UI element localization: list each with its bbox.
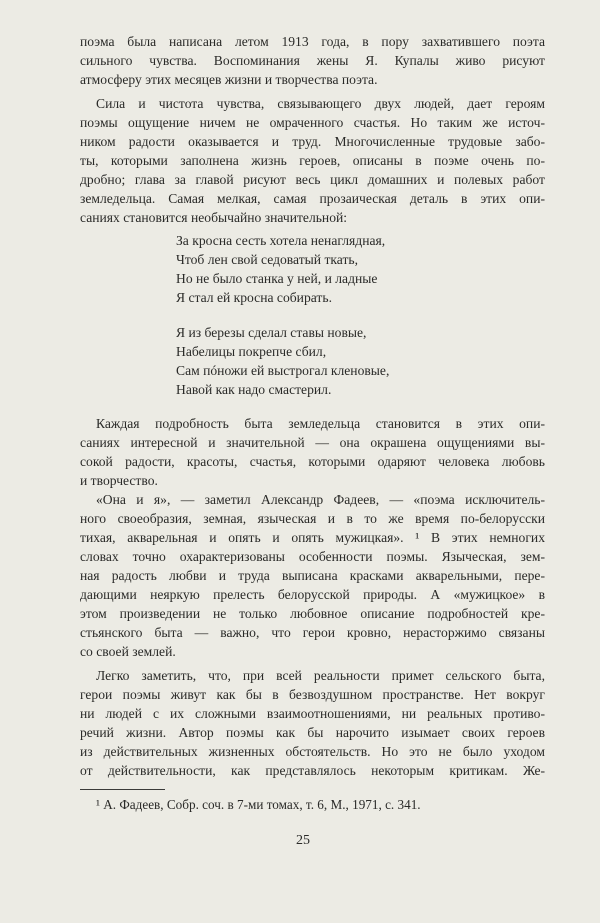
text-line: саниях интересной и значительной — она окрашена ощущениями вы-: [80, 435, 545, 450]
text-line: дающими неяркую прелесть белорусской природы. А «мужицкое» в: [80, 587, 545, 602]
text-line: сильного чувства. Воспоминания жены Я. Купалы живо рисуют: [80, 53, 545, 68]
verse-line: Набелицы покрепче сбил,: [176, 344, 327, 359]
page-number: 25: [296, 833, 310, 848]
text-line: и творчество.: [80, 473, 158, 488]
footnote-rule: [80, 789, 165, 790]
verse-line: Но не было станка у ней, и ладные: [176, 271, 378, 286]
text-line: «Она и я», — заметил Александр Фадеев, — «поэма исключитель-: [96, 492, 545, 507]
text-line: атмосферу этих месяцев жизни и творчества поэта.: [80, 72, 378, 87]
verse-line: Навой как надо смастерил.: [176, 382, 332, 397]
text-line: речий жизни. Автор поэмы как бы нарочито изымает своих героев: [80, 725, 545, 740]
text-line: из действительных жизненных обстоятельств. Но это не было уходом: [80, 744, 545, 759]
text-line: от действительности, как представлялось некоторым критикам. Же-: [80, 763, 545, 778]
text-line: саниях становится необычайно значительной:: [80, 210, 348, 225]
text-line: сокой радости, красоты, счастья, которыми одаряют человека любовь: [80, 454, 545, 469]
text-line: герои поэмы живут как бы в безвоздушном пространстве. Нет вокруг: [80, 687, 545, 702]
text-line: Сила и чистота чувства, связывающего двух людей, дает героям: [96, 96, 545, 111]
verse-line: Сам пóножи ей выстрогал кленовые,: [176, 363, 390, 378]
text-line: Каждая подробность быта земледельца становится в этих опи-: [96, 416, 545, 431]
verse-line: За кросна сесть хотела ненаглядная,: [176, 233, 386, 248]
footnote: ¹ А. Фадеев, Собр. соч. в 7-ми томах, т. 6, М., 1971, с. 341.: [96, 797, 421, 812]
text-line: ником радости оказывается и труд. Многочисленные трудовые забо-: [80, 134, 545, 149]
text-line: словах точно охарактеризованы особенности поэмы. Языческая, зем-: [80, 549, 545, 564]
text-line: дробно; глава за главой рисуют весь цикл домашних и полевых работ: [80, 172, 545, 187]
verse-line: Я стал ей кросна собирать.: [176, 290, 332, 305]
text-line: поэмы ощущение ничем не омраченного счастья. Но таким же источ-: [80, 115, 545, 130]
text-line: поэма была написана летом 1913 года, в пору захватившего поэта: [80, 34, 545, 49]
text-line: стьянского быта — важно, что герои кровно, нерасторжимо связаны: [80, 625, 545, 640]
text-line: этом произведении не только любовное описание подробностей кре-: [80, 606, 545, 621]
verse-line: Я из березы сделал ставы новые,: [176, 325, 367, 340]
verse-line: Чтоб лен свой седоватый ткать,: [176, 252, 359, 267]
text-line: ного своеобразия, земная, языческая и в то же время по-белорусски: [80, 511, 545, 526]
text-line: тихая, акварельная и опять и опять мужицкая». ¹ В этих немногих: [80, 530, 545, 545]
text-line: земледельца. Самая мелкая, самая прозаическая деталь в этих опи-: [80, 191, 545, 206]
text-line: ты, которыми заполнена жизнь героев, описаны в поэме очень по-: [80, 153, 545, 168]
text-line: Легко заметить, что, при всей реальности примет сельского быта,: [96, 668, 545, 683]
text-line: со своей землей.: [80, 644, 176, 659]
text-line: ная радость любви и труда выписана красками акварельными, пере-: [80, 568, 545, 583]
text-line: ни людей с их сложными взаимоотношениями, ни реальных противо-: [80, 706, 545, 721]
